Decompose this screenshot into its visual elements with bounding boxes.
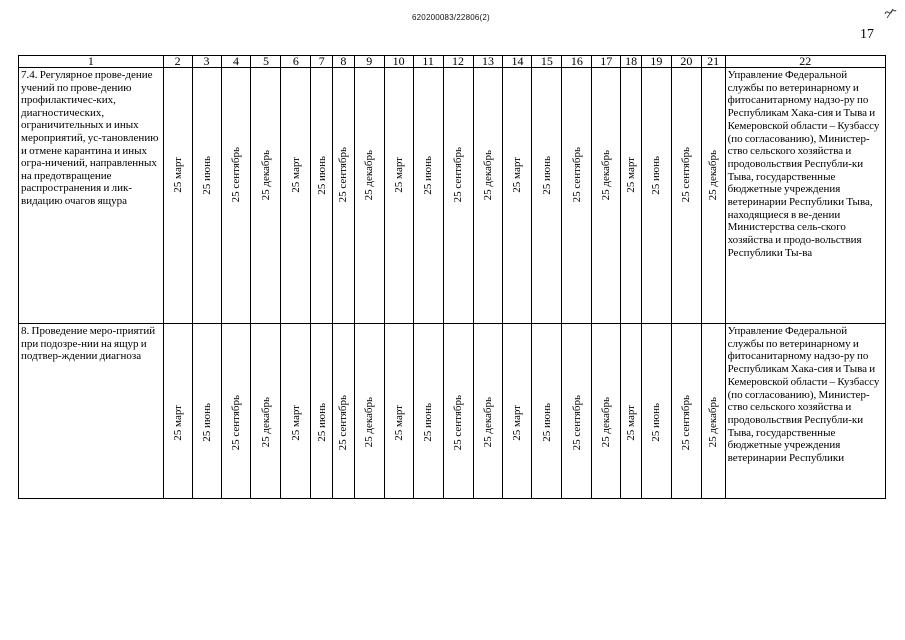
date-cell: [333, 68, 355, 324]
date-label: 25 март: [625, 157, 638, 193]
date-cell: [641, 324, 671, 499]
date-label: 25 март: [625, 404, 638, 441]
column-number-9: 9: [354, 56, 384, 68]
date-cell: [251, 68, 281, 324]
column-number-16: 16: [562, 56, 592, 68]
date-cell: [671, 68, 701, 324]
handwritten-mark-icon: [882, 5, 898, 21]
column-number-12: 12: [443, 56, 473, 68]
date-label: 25 июнь: [315, 403, 328, 442]
date-cell: [192, 324, 221, 499]
date-label: 25 март: [289, 404, 302, 441]
date-cell: [413, 324, 443, 499]
column-number-3: 3: [192, 56, 221, 68]
date-label: 25 декабрь: [707, 149, 720, 201]
date-label: 25 март: [392, 404, 405, 441]
date-cell: [221, 324, 251, 499]
column-number-row: [19, 56, 886, 68]
date-cell: [333, 324, 355, 499]
date-label: 25 декабрь: [600, 397, 613, 448]
column-number-1: 1: [19, 56, 164, 68]
date-label: 25 сентябрь: [452, 394, 465, 451]
date-cell: [621, 68, 642, 324]
task-description: 8. Проведение меро-приятий при подозре-нии на ящур и подтвер-ждении диагноза: [19, 324, 164, 499]
column-number-19: 19: [641, 56, 671, 68]
date-label: 25 сентябрь: [680, 394, 693, 451]
date-cell: [562, 324, 592, 499]
column-number-6: 6: [281, 56, 311, 68]
date-cell: [701, 324, 725, 499]
column-number-15: 15: [532, 56, 562, 68]
date-label: 25 март: [171, 404, 184, 441]
date-cell: [163, 68, 192, 324]
date-cell: [641, 68, 671, 324]
date-label: 25 сентябрь: [229, 394, 242, 451]
date-label: 25 декабрь: [259, 397, 272, 448]
date-label: 25 июнь: [422, 403, 435, 442]
date-cell: [532, 324, 562, 499]
date-cell: [473, 68, 503, 324]
date-label: 25 июнь: [422, 155, 435, 195]
date-cell: [701, 68, 725, 324]
date-cell: [384, 68, 413, 324]
date-label: 25 июнь: [540, 403, 553, 442]
date-cell: [503, 324, 532, 499]
task-description: 7.4. Регулярное прове-дение учений по прове-дению профилактичес-ких, диагностических, ограничительных и иных мероприятий, ус-тановлению и отмене карантина и иных огра-ничений, направленных на предотвращение распространения и лик-видацию очагов ящура: [19, 68, 164, 324]
column-number-2: 2: [163, 56, 192, 68]
date-cell: [281, 324, 311, 499]
date-label: 25 июнь: [540, 155, 553, 195]
date-label: 25 сентябрь: [229, 147, 242, 203]
schedule-table: [18, 55, 886, 499]
date-label: 25 декабрь: [363, 397, 376, 448]
date-label: 25 март: [511, 157, 524, 193]
date-label: 25 декабрь: [482, 397, 494, 448]
column-number-21: 21: [701, 56, 725, 68]
date-cell: [163, 324, 192, 499]
column-number-7: 7: [311, 56, 333, 68]
date-label: 25 сентябрь: [452, 147, 465, 203]
date-label: 25 июнь: [650, 403, 663, 442]
column-number-20: 20: [671, 56, 701, 68]
date-cell: [354, 68, 384, 324]
date-cell: [592, 68, 621, 324]
date-cell: [192, 68, 221, 324]
date-cell: [221, 68, 251, 324]
date-label: 25 июнь: [315, 155, 328, 195]
date-cell: [503, 68, 532, 324]
date-cell: [413, 68, 443, 324]
column-number-5: 5: [251, 56, 281, 68]
table-row: [19, 68, 886, 324]
date-cell: [532, 68, 562, 324]
date-label: 25 сентябрь: [570, 147, 583, 203]
date-label: 25 декабрь: [363, 149, 376, 201]
document-id: 620200083/22806(2): [412, 13, 490, 22]
date-label: 25 июнь: [650, 155, 663, 195]
date-cell: [311, 68, 333, 324]
date-label: 25 сентябрь: [337, 147, 350, 203]
column-number-10: 10: [384, 56, 413, 68]
column-number-17: 17: [592, 56, 621, 68]
date-cell: [354, 324, 384, 499]
date-label: 25 март: [289, 157, 302, 193]
date-label: 25 декабрь: [600, 149, 613, 201]
responsible-party: Управление Федеральной службы по ветеринарному и фитосанитарному надзо-ру по Республикам Хака-сия и Тыва и Кемеровской области – Кузбассу (по согласованию), Министер-ство сельского хозяйства и продовольствия Республи-ки Тыва, государственные бюджетные учреждения ветеринарии Республики: [725, 324, 885, 499]
date-label: 25 июнь: [200, 403, 213, 442]
date-label: 25 июнь: [200, 155, 213, 195]
responsible-party: Управление Федеральной службы по ветеринарному и фитосанитарному надзо-ру по Республикам Хака-сия и Тыва и Кемеровской области – Кузбассу (по согласованию), Министер-ство сельского хозяйства и продовольствия Республи-ки Тыва, государственные бюджетные учреждения ветеринарии Республики Тыва, находящиеся в ве-дении Министерства сель-ского хозяйства и продо-вольствия Республики Ты-ва: [725, 68, 885, 324]
date-cell: [621, 324, 642, 499]
date-cell: [281, 68, 311, 324]
date-label: 25 сентябрь: [570, 394, 583, 451]
date-label: 25 сентябрь: [337, 394, 350, 451]
date-cell: [384, 324, 413, 499]
date-cell: [671, 324, 701, 499]
date-label: 25 декабрь: [707, 397, 720, 448]
date-label: 25 сентябрь: [680, 147, 693, 203]
page-number: 17: [860, 27, 874, 42]
date-cell: [562, 68, 592, 324]
table-row: [19, 324, 886, 499]
column-number-18: 18: [621, 56, 642, 68]
date-label: 25 март: [392, 157, 405, 193]
column-number-14: 14: [503, 56, 532, 68]
date-cell: [592, 324, 621, 499]
date-cell: [251, 324, 281, 499]
date-cell: [443, 324, 473, 499]
date-cell: [311, 324, 333, 499]
date-label: 25 декабрь: [259, 149, 272, 201]
date-cell: [443, 68, 473, 324]
column-number-4: 4: [221, 56, 251, 68]
date-label: 25 март: [511, 404, 524, 441]
column-number-13: 13: [473, 56, 503, 68]
column-number-11: 11: [413, 56, 443, 68]
date-cell: [473, 324, 503, 499]
date-label: 25 март: [171, 157, 184, 193]
date-label: 25 декабрь: [482, 149, 494, 201]
column-number-22: 22: [725, 56, 885, 68]
column-number-8: 8: [333, 56, 355, 68]
